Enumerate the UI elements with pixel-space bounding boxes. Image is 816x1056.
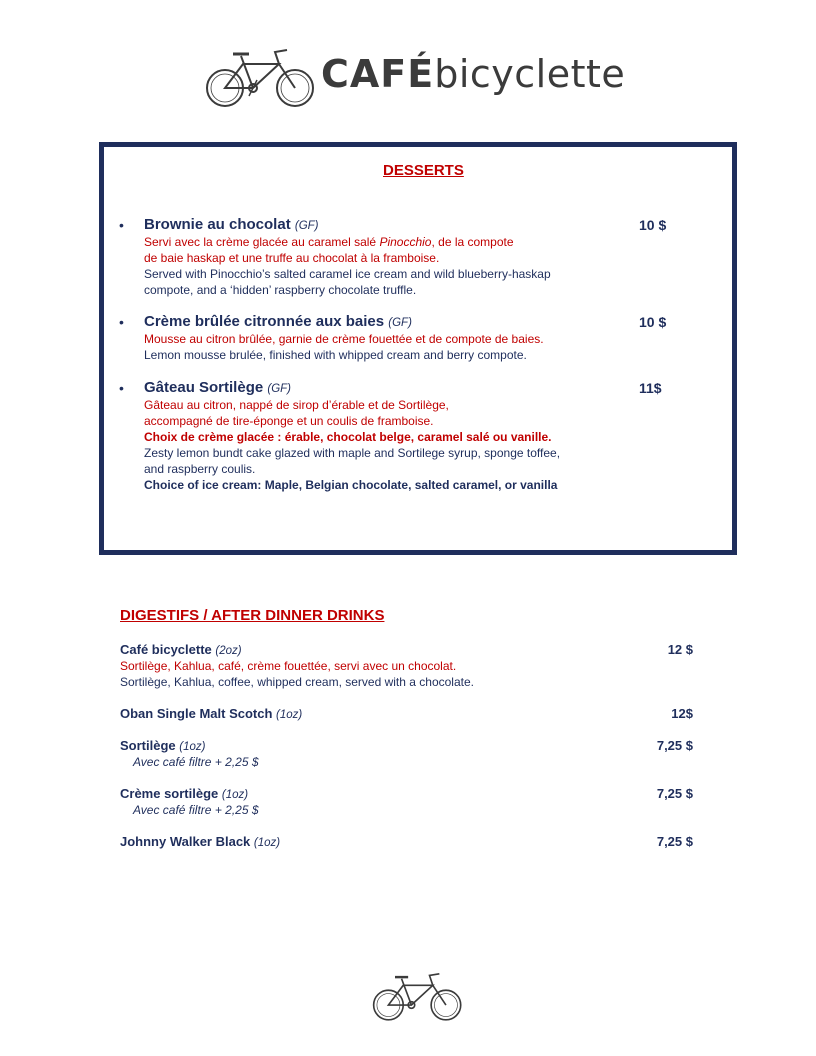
dessert-tag: (GF) [267,383,292,395]
digestif-tag: (1oz) [276,709,303,721]
logo-cafe: CAFÉ [321,52,435,96]
dessert-name: Gâteau Sortilège (GF) [144,379,292,396]
dessert-description-fr: accompagné de tire-éponge et un coulis de framboise. [144,414,434,428]
digestif-name: Café bicyclette (2oz) [120,642,242,657]
digestif-tag: (1oz) [221,789,249,801]
digestif-name: Oban Single Malt Scotch (1oz) [120,706,303,721]
dessert-description-fr: Mousse au citron brûlée, garnie de crème fouettée et de compote de baies. [144,332,544,346]
digestif-note: Avec café filtre + 2,25 $ [133,803,259,817]
dessert-ice-cream-choice-en: Choice of ice cream: Maple, Belgian chocolate, salted caramel, or vanilla [144,478,558,492]
digestif-price: 7,25 $ [656,786,693,801]
digestifs-title: DIGESTIFS / AFTER DINNER DRINKS [120,607,385,624]
digestif-name: Sortilège (1oz) [120,738,206,753]
dessert-ice-cream-choice-fr: Choix de crème glacée : érable, chocolat belge, caramel salé ou vanille. [144,430,552,444]
dessert-description-fr: Gâteau au citron, nappé de sirop d’érable et de Sortilège, [144,398,449,412]
dessert-description-en: compote, and a ‘hidden’ raspberry chocolate truffle. [144,283,417,297]
dessert-price: 10 $ [639,217,667,233]
digestif-tag: (2oz) [215,645,242,657]
digestif-name: Crème sortilège (1oz) [120,786,249,801]
bicycle-icon [372,968,464,1024]
digestif-tag: (1oz) [253,837,281,849]
logo-bicyclette: bicyclette [434,52,626,96]
bullet: • [119,217,124,233]
dessert-price: 11$ [639,380,662,396]
digestif-description-en: Sortilège, Kahlua, coffee, whipped cream, served with a chocolate. [120,675,474,689]
digestif-price: 7,25 $ [656,834,693,849]
dessert-tag: (GF) [294,220,319,232]
digestif-price: 12 $ [667,642,693,657]
dessert-description-en: and raspberry coulis. [144,462,256,476]
digestif-note: Avec café filtre + 2,25 $ [133,755,259,769]
bullet: • [119,380,124,396]
dessert-description-fr: de baie haskap et une truffe au chocolat à la framboise. [144,251,440,265]
dessert-name: Crème brûlée citronnée aux baies (GF) [144,313,412,330]
digestif-tag: (1oz) [179,741,206,753]
digestif-price: 12$ [671,706,693,721]
digestif-name: Johnny Walker Black (1oz) [120,834,281,849]
bicycle-icon [205,44,317,110]
header-logo [205,40,626,112]
digestif-description-fr: Sortilège, Kahlua, café, crème fouettée, servi avec un chocolat. [120,659,457,673]
desserts-title: DESSERTS [383,162,464,179]
dessert-description-fr: Servi avec la crème glacée au caramel salé Pinocchio, de la compote [144,235,514,249]
dessert-name: Brownie au chocolat (GF) [144,216,319,233]
dessert-description-en: Lemon mousse brulée, finished with whipped cream and berry compote. [144,348,527,362]
dessert-tag: (GF) [388,317,412,329]
dessert-description-en: Zesty lemon bundt cake glazed with maple and Sortilege syrup, sponge toffee, [144,446,561,460]
bullet: • [119,314,124,330]
dessert-description-en: Served with Pinocchio’s salted caramel ice cream and wild blueberry-haskap [144,267,551,281]
dessert-price: 10 $ [639,314,667,330]
digestif-price: 7,25 $ [656,738,693,753]
